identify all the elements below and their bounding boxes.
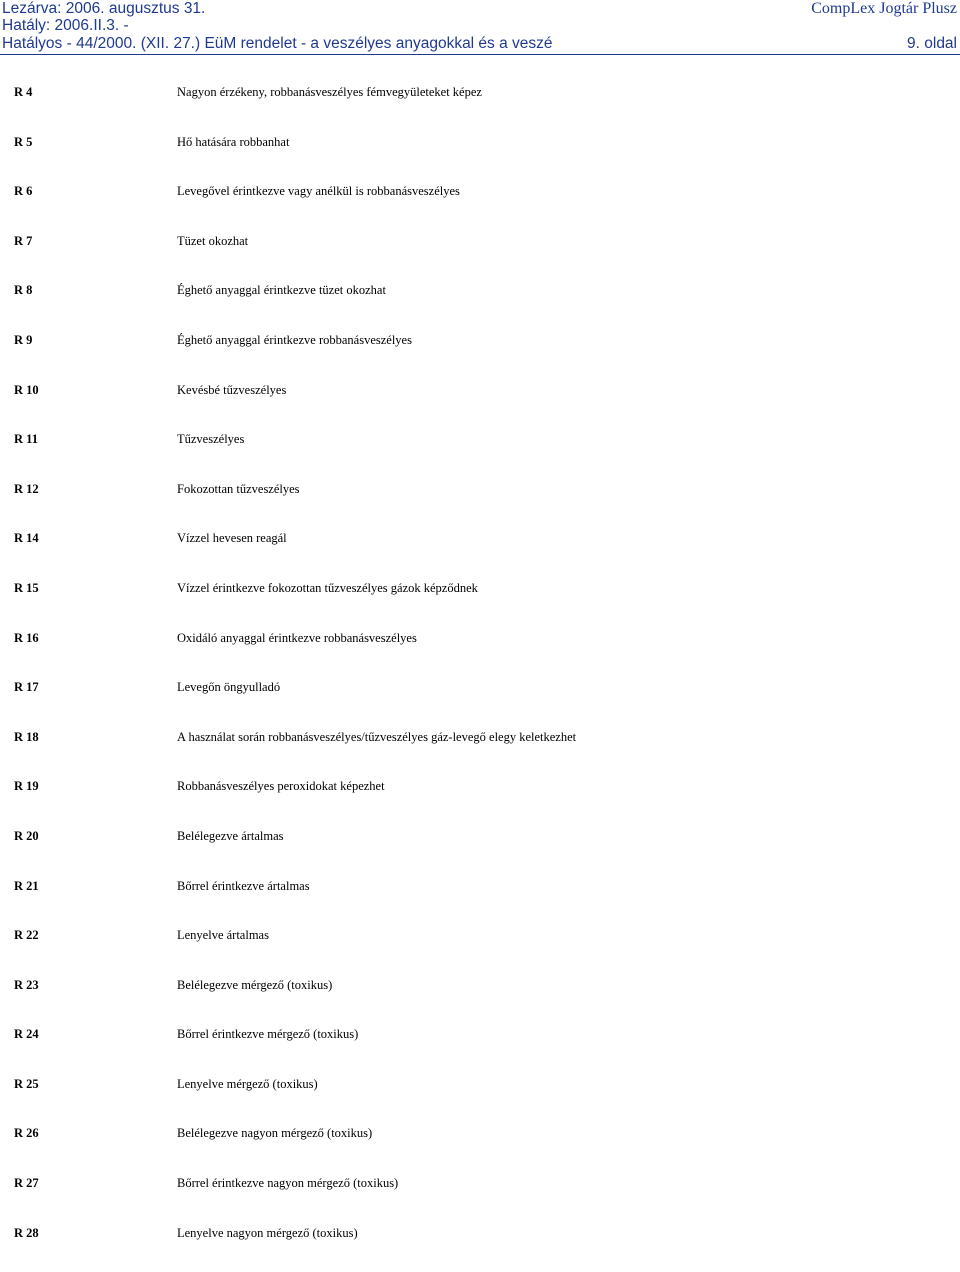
risk-description: Nagyon érzékeny, robbanásveszélyes fémvegyületeket képez: [177, 85, 482, 99]
risk-description: Fokozottan tűzveszélyes: [177, 481, 300, 496]
page-number: 9. oldal: [907, 35, 957, 52]
risk-code: R 8: [14, 283, 33, 298]
risk-code: R 15: [14, 580, 39, 595]
risk-code: R 28: [14, 1225, 39, 1240]
risk-code: R 11: [14, 432, 38, 447]
page-header: [0, 0, 960, 56]
list-item: [0, 528, 960, 578]
risk-description: Lenyelve ártalmas: [177, 928, 269, 943]
list-item: [0, 727, 960, 777]
list-item: [0, 876, 960, 926]
risk-description: Tüzet okozhat: [177, 233, 249, 248]
brand-name: CompLex Jogtár Plusz: [811, 0, 957, 17]
risk-code: R 20: [14, 828, 39, 843]
risk-code: R 25: [14, 1076, 39, 1091]
list-item: [0, 1024, 960, 1074]
risk-description: Hő hatására robbanhat: [177, 134, 290, 149]
risk-description: Oxidáló anyaggal érintkezve robbanásveszélyes: [177, 630, 417, 645]
list-item: [0, 1074, 960, 1124]
risk-description: Kevésbé tűzveszélyes: [177, 382, 287, 397]
risk-description: Levegővel érintkezve vagy anélkül is robbanásveszélyes: [177, 184, 460, 199]
list-item: [0, 975, 960, 1025]
header-divider: [0, 54, 960, 55]
risk-description: Lenyelve mérgező (toxikus): [177, 1076, 318, 1091]
risk-code: R 17: [14, 680, 39, 695]
risk-code: R 12: [14, 481, 39, 496]
risk-description: Vízzel hevesen reagál: [177, 531, 287, 546]
document-title: Hatályos - 44/2000. (XII. 27.) EüM rendelet - a veszélyes anyagokkal és a veszé: [2, 35, 553, 52]
risk-description: Bőrrel érintkezve ártalmas: [177, 878, 310, 893]
list-item: [0, 628, 960, 678]
risk-description: A használat során robbanásveszélyes/tűzveszélyes gáz-levegő elegy keletkezhet: [177, 729, 577, 744]
list-item: [0, 677, 960, 727]
risk-code: R 23: [14, 977, 39, 992]
risk-code: R 14: [14, 531, 39, 546]
list-item: [0, 1223, 960, 1272]
risk-description: Bőrrel érintkezve mérgező (toxikus): [177, 1027, 359, 1042]
risk-code: R 5: [14, 134, 33, 149]
list-item: [0, 330, 960, 380]
risk-description: Éghető anyaggal érintkezve robbanásveszélyes: [177, 332, 412, 347]
risk-description: Belélegezve mérgező (toxikus): [177, 977, 333, 992]
risk-code: R 26: [14, 1126, 39, 1141]
list-item: [0, 925, 960, 975]
effective-date: Hatály: 2006.II.3. -: [2, 17, 129, 34]
list-item: [0, 181, 960, 231]
risk-description: Tűzveszélyes: [177, 432, 245, 447]
risk-code: R 16: [14, 630, 39, 645]
list-item: [0, 826, 960, 876]
risk-description: Lenyelve nagyon mérgező (toxikus): [177, 1225, 358, 1240]
risk-description: Belélegezve nagyon mérgező (toxikus): [177, 1126, 373, 1141]
risk-code: R 21: [14, 878, 39, 893]
risk-code: R 18: [14, 729, 39, 744]
risk-code: R 7: [14, 233, 33, 248]
risk-code: R 10: [14, 382, 39, 397]
list-item: [0, 578, 960, 628]
list-item: [0, 1173, 960, 1223]
list-item: [0, 429, 960, 479]
risk-code: R 24: [14, 1027, 39, 1042]
risk-code: R 4: [14, 85, 33, 99]
list-item: [0, 231, 960, 281]
list-item: [0, 132, 960, 182]
list-item: [0, 280, 960, 330]
risk-description: Éghető anyaggal érintkezve tüzet okozhat: [177, 283, 386, 298]
risk-description: Belélegezve ártalmas: [177, 828, 284, 843]
list-item: [0, 82, 960, 132]
risk-code: R 19: [14, 779, 39, 794]
list-item: [0, 776, 960, 826]
risk-description: Bőrrel érintkezve nagyon mérgező (toxikus): [177, 1176, 399, 1191]
risk-description: Levegőn öngyulladó: [177, 680, 281, 695]
risk-code: R 6: [14, 184, 33, 199]
list-item: [0, 1123, 960, 1173]
risk-phrase-list: [0, 82, 960, 1272]
risk-code: R 27: [14, 1176, 39, 1191]
list-item: [0, 479, 960, 529]
closing-date: Lezárva: 2006. augusztus 31.: [2, 0, 206, 17]
risk-code: R 22: [14, 928, 39, 943]
list-item: [0, 380, 960, 430]
risk-description: Robbanásveszélyes peroxidokat képezhet: [177, 779, 385, 794]
risk-description: Vízzel érintkezve fokozottan tűzveszélyes gázok képződnek: [177, 580, 478, 595]
risk-code: R 9: [14, 332, 33, 347]
